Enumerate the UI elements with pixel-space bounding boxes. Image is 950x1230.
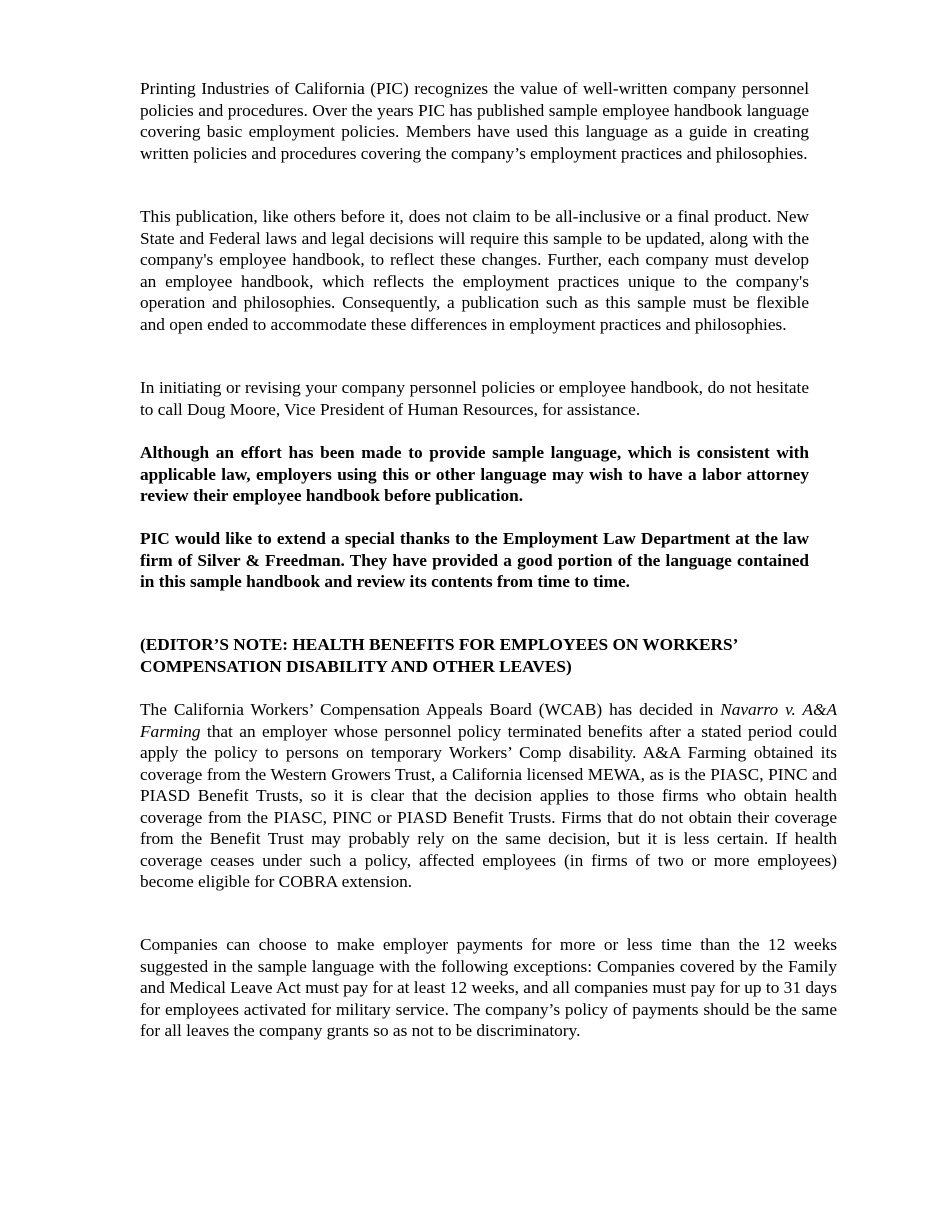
contact-paragraph: In initiating or revising your company personnel policies or employee handbook, do not hesitate to call Doug Moore, Vice President of Human Resources, for assistance. [140,378,809,419]
editor-note-line-2: COMPENSATION DISABILITY AND OTHER LEAVES) [140,656,572,676]
payments-paragraph: Companies can choose to make employer payments for more or less time than the 12 weeks suggested in the sample language with the following exceptions: Companies covered by the Family and Medical Leave Act must pay for at least 12 weeks, and all companies must pay for up to 31 days for employees activated for military service. The company’s policy of payments should be the same for all leaves the company grants so as not to be discriminatory. [140,935,837,1040]
editor-note-line-1: (EDITOR’S NOTE: HEALTH BENEFITS FOR EMPLOYEES ON WORKERS’ [140,635,739,654]
wcab-text-before: The California Workers’ Compensation Appeals Board (WCAB) has decided in [140,700,721,719]
editor-note-heading [140,634,837,677]
thanks-paragraph: PIC would like to extend a special thanks to the Employment Law Department at the law firm of Silver & Freedman. They have provided a good portion of the language contained in this sample handbook and review its contents from time to time. [140,529,809,591]
disclaimer-paragraph: Although an effort has been made to provide sample language, which is consistent with applicable law, employers using this or other language may wish to have a labor attorney review their employee handbook before publication. [140,443,809,505]
intro-paragraph: Printing Industries of California (PIC) recognizes the value of well-written company personnel policies and procedures. Over the years PIC has published sample employee handbook language covering basic employment policies. Members have used this language as a guide in creating written policies and procedures covering the company’s employment practices and philosophies. [140,79,809,163]
publication-paragraph: This publication, like others before it, does not claim to be all-inclusive or a final product. New State and Federal laws and legal decisions will require this sample to be updated, along with the company's employee handbook, to reflect these changes. Further, each company must develop an employee handbook, which reflects the employment practices unique to the company's operation and philosophies. Consequently, a publication such as this sample must be flexible and open ended to accommodate these differences in employment practices and philosophies. [140,207,809,334]
wcab-text-after: that an employer whose personnel policy terminated benefits after a stated period could apply the policy to persons on temporary Workers’ Comp disability. A&A Farming obtained its coverage from the Western Growers Trust, a California licensed MEWA, as is the PIASC, PINC and PIASD Benefit Trusts, so it is clear that the decision applies to those firms who obtain health coverage from the PIASC, PINC or PIASD Benefit Trusts. Firms that do not obtain their coverage from the Benefit Trust may probably rely on the same decision, but it is less certain. If health coverage ceases under such a policy, affected employees (in firms of two or more employees) become eligible for COBRA extension. [140,721,837,891]
case-name: Navarro v. A&A Farming [140,700,837,741]
wcab-paragraph [140,699,837,893]
